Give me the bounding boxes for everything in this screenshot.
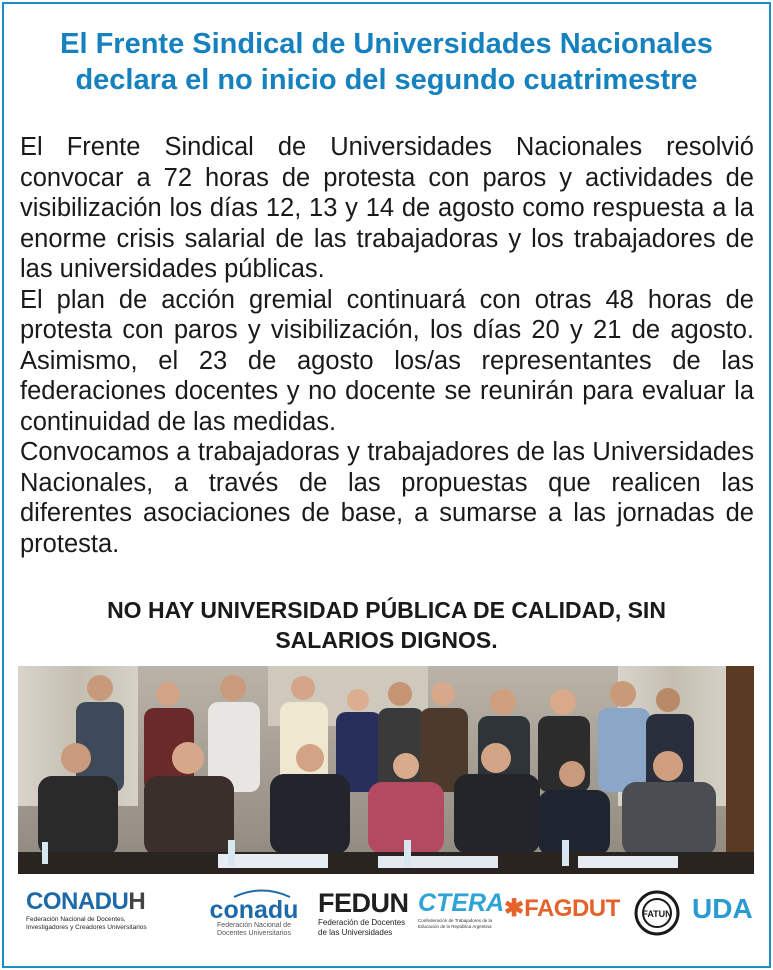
conaduh-name: CONADU	[26, 888, 129, 915]
conadu-caption-1: Federación Nacional de	[217, 922, 291, 929]
fedun-caption-2: de las Universidades	[318, 928, 393, 937]
flyer-frame	[2, 2, 771, 968]
conaduh-caption-2: Investigadores y Creadores Universitarios	[26, 924, 147, 931]
slogan	[4, 595, 769, 655]
fedun-logo	[318, 888, 414, 938]
uda-logo	[692, 894, 752, 924]
conaduh-mark: H	[128, 888, 146, 915]
paragraph-1: El Frente Sindical de Universidades Nacionales resolvió convocar a 72 horas de protesta con paros y actividades de visibilización los días 12, 13 y 14 de agosto como respuesta a la enorme crisis salarial de las trabajadoras y los trabajadores de las universidades públicas.	[20, 133, 754, 283]
fatun-seal-icon	[634, 890, 680, 936]
union-logos	[18, 888, 754, 948]
uda-name: UDA	[692, 893, 753, 924]
group-photo	[18, 666, 754, 874]
fatun-logo	[634, 890, 682, 941]
paragraph-3: Convocamos a trabajadoras y trabajadores de las Universidades Nacionales, a través de las propuestas que realicen las diferentes asociaciones de base, a sumarse a las jornadas de protesta.	[20, 438, 754, 558]
conaduh-caption-1: Federación Nacional de Docentes,	[26, 916, 126, 923]
fagdut-logo	[504, 894, 624, 923]
headline-line-2: declara el no inicio del segundo cuatrimestre	[75, 64, 698, 96]
ctera-caption-2: Educación de la República Argentina	[418, 924, 492, 929]
fagdut-star-icon: ✱	[504, 895, 525, 922]
paragraph-2: El plan de acción gremial continuará con otras 48 horas de protesta con paros y visibilización, los días 20 y 21 de agosto. Asimismo, el 23 de agosto los/as representantes de las federaciones docentes y no docente se reunirán para evaluar la continuidad de las medidas.	[20, 285, 754, 436]
conadu-name: conadu	[209, 896, 299, 924]
ctera-name: CTERA	[418, 889, 505, 917]
conadu-caption-2: Docentes Universitarios	[217, 930, 291, 937]
slogan-line-2: SALARIOS DIGNOS.	[275, 627, 498, 653]
slogan-line-1: NO HAY UNIVERSIDAD PÚBLICA DE CALIDAD, SIN	[107, 597, 666, 623]
conadu-logo	[196, 888, 312, 938]
ctera-caption-1: Confederación de Trabajadores de la	[418, 918, 493, 923]
fedun-caption-1: Federación de Docentes	[318, 918, 406, 927]
fedun-name: FEDUN	[318, 888, 409, 918]
fatun-name: FATUN	[642, 909, 672, 919]
headline-line-1: El Frente Sindical de Universidades Nacionales	[60, 28, 713, 60]
headline	[4, 26, 769, 98]
fagdut-name: FAGDUT	[524, 895, 620, 922]
ctera-logo	[418, 888, 505, 930]
group-photo-illustration	[18, 666, 754, 874]
statement-body	[20, 132, 754, 559]
conaduh-logo	[26, 888, 186, 932]
